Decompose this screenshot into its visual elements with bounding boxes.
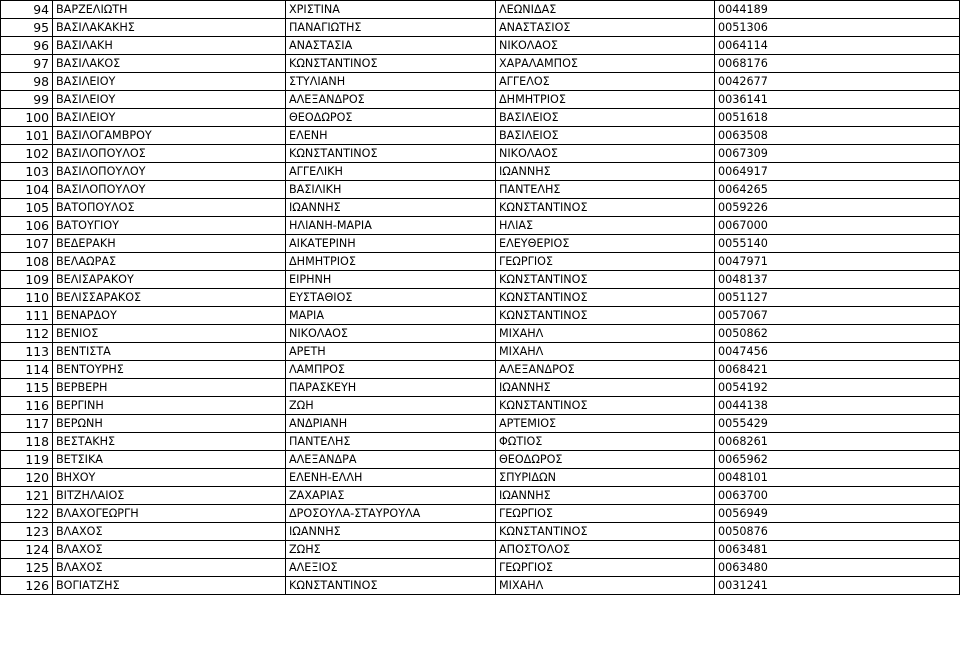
table-row — [1, 577, 960, 595]
father-name-cell: ΕΛΕΥΘΕΡΙΟΣ — [496, 235, 715, 253]
row-number-cell: 96 — [1, 37, 53, 55]
code-cell: 0031241 — [715, 577, 960, 595]
table-row — [1, 163, 960, 181]
father-name-cell: ΣΠΥΡΙΔΩΝ — [496, 469, 715, 487]
first-name-cell: ΖΩΗΣ — [286, 541, 496, 559]
father-name-cell: ΜΙΧΑΗΛ — [496, 577, 715, 595]
surname-cell: ΒΕΝΙΟΣ — [53, 325, 286, 343]
surname-cell: ΒΑΣΙΛΟΓΑΜΒΡΟΥ — [53, 127, 286, 145]
father-name-cell: ΚΩΝΣΤΑΝΤΙΝΟΣ — [496, 397, 715, 415]
first-name-cell: ΕΙΡΗΝΗ — [286, 271, 496, 289]
code-cell: 0064265 — [715, 181, 960, 199]
code-cell: 0063508 — [715, 127, 960, 145]
code-cell: 0044189 — [715, 1, 960, 19]
row-number-cell: 99 — [1, 91, 53, 109]
code-cell: 0055140 — [715, 235, 960, 253]
father-name-cell: ΜΙΧΑΗΛ — [496, 343, 715, 361]
surname-cell: ΒΕΣΤΑΚΗΣ — [53, 433, 286, 451]
father-name-cell: ΜΙΧΑΗΛ — [496, 325, 715, 343]
father-name-cell: ΑΡΤΕΜΙΟΣ — [496, 415, 715, 433]
father-name-cell: ΙΩΑΝΝΗΣ — [496, 487, 715, 505]
code-cell: 0063480 — [715, 559, 960, 577]
first-name-cell: ΑΝΑΣΤΑΣΙΑ — [286, 37, 496, 55]
row-number-cell: 97 — [1, 55, 53, 73]
code-cell: 0051306 — [715, 19, 960, 37]
code-cell: 0044138 — [715, 397, 960, 415]
surname-cell: ΒΕΛΑΩΡΑΣ — [53, 253, 286, 271]
table-row — [1, 559, 960, 577]
surname-cell: ΒΑΣΙΛΑΚΟΣ — [53, 55, 286, 73]
row-number-cell: 108 — [1, 253, 53, 271]
code-cell: 0068421 — [715, 361, 960, 379]
code-cell: 0056949 — [715, 505, 960, 523]
code-cell: 0064114 — [715, 37, 960, 55]
first-name-cell: ΑΝΔΡΙΑΝΗ — [286, 415, 496, 433]
father-name-cell: ΚΩΝΣΤΑΝΤΙΝΟΣ — [496, 307, 715, 325]
row-number-cell: 124 — [1, 541, 53, 559]
table-row — [1, 541, 960, 559]
first-name-cell: ΖΩΗ — [286, 397, 496, 415]
surname-cell: ΒΑΣΙΛΟΠΟΥΛΟΥ — [53, 181, 286, 199]
father-name-cell: ΝΙΚΟΛΑΟΣ — [496, 37, 715, 55]
row-number-cell: 94 — [1, 1, 53, 19]
first-name-cell: ΠΑΝΤΕΛΗΣ — [286, 433, 496, 451]
row-number-cell: 126 — [1, 577, 53, 595]
father-name-cell: ΒΑΣΙΛΕΙΟΣ — [496, 109, 715, 127]
surname-cell: ΒΕΛΙΣΣΑΡΑΚΟΣ — [53, 289, 286, 307]
first-name-cell: ΑΡΕΤΗ — [286, 343, 496, 361]
first-name-cell: ΖΑΧΑΡΙΑΣ — [286, 487, 496, 505]
father-name-cell: ΓΕΩΡΓΙΟΣ — [496, 559, 715, 577]
code-cell: 0036141 — [715, 91, 960, 109]
father-name-cell: ΓΕΩΡΓΙΟΣ — [496, 505, 715, 523]
surname-cell: ΒΙΤΖΗΛΑΙΟΣ — [53, 487, 286, 505]
father-name-cell: ΦΩΤΙΟΣ — [496, 433, 715, 451]
row-number-cell: 103 — [1, 163, 53, 181]
row-number-cell: 110 — [1, 289, 53, 307]
table-row — [1, 199, 960, 217]
row-number-cell: 98 — [1, 73, 53, 91]
surname-cell: ΒΕΤΣΙΚΑ — [53, 451, 286, 469]
table-row — [1, 253, 960, 271]
code-cell: 0065962 — [715, 451, 960, 469]
father-name-cell: ΒΑΣΙΛΕΙΟΣ — [496, 127, 715, 145]
surname-cell: ΒΛΑΧΟΣ — [53, 523, 286, 541]
surname-cell: ΒΕΝΑΡΔΟΥ — [53, 307, 286, 325]
surname-cell: ΒΗΧΟΥ — [53, 469, 286, 487]
table-row — [1, 73, 960, 91]
father-name-cell: ΑΛΕΞΑΝΔΡΟΣ — [496, 361, 715, 379]
surname-cell: ΒΟΓΙΑΤΖΗΣ — [53, 577, 286, 595]
surname-cell: ΒΕΔΕΡΑΚΗ — [53, 235, 286, 253]
table-row — [1, 55, 960, 73]
first-name-cell: ΔΡΟΣΟΥΛΑ-ΣΤΑΥΡΟΥΛΑ — [286, 505, 496, 523]
row-number-cell: 117 — [1, 415, 53, 433]
first-name-cell: ΑΛΕΞΑΝΔΡΑ — [286, 451, 496, 469]
table-row — [1, 361, 960, 379]
table-row — [1, 379, 960, 397]
surname-cell: ΒΛΑΧΟΓΕΩΡΓΗ — [53, 505, 286, 523]
row-number-cell: 119 — [1, 451, 53, 469]
row-number-cell: 107 — [1, 235, 53, 253]
first-name-cell: ΙΩΑΝΝΗΣ — [286, 523, 496, 541]
row-number-cell: 109 — [1, 271, 53, 289]
table-row — [1, 523, 960, 541]
code-cell: 0047456 — [715, 343, 960, 361]
surname-cell: ΒΕΝΤΟΥΡΗΣ — [53, 361, 286, 379]
row-number-cell: 104 — [1, 181, 53, 199]
row-number-cell: 112 — [1, 325, 53, 343]
code-cell: 0064917 — [715, 163, 960, 181]
code-cell: 0059226 — [715, 199, 960, 217]
code-cell: 0068261 — [715, 433, 960, 451]
father-name-cell: ΑΠΟΣΤΟΛΟΣ — [496, 541, 715, 559]
row-number-cell: 115 — [1, 379, 53, 397]
code-cell: 0067000 — [715, 217, 960, 235]
surname-cell: ΒΕΡΩΝΗ — [53, 415, 286, 433]
code-cell: 0057067 — [715, 307, 960, 325]
first-name-cell: ΧΡΙΣΤΙΝΑ — [286, 1, 496, 19]
code-cell: 0050876 — [715, 523, 960, 541]
first-name-cell: ΠΑΡΑΣΚΕΥΗ — [286, 379, 496, 397]
table-row — [1, 109, 960, 127]
first-name-cell: ΘΕΟΔΩΡΟΣ — [286, 109, 496, 127]
code-cell: 0068176 — [715, 55, 960, 73]
surname-cell: ΒΑΤΟΥΓΙΟΥ — [53, 217, 286, 235]
table-row — [1, 235, 960, 253]
surname-cell: ΒΛΑΧΟΣ — [53, 559, 286, 577]
surname-cell: ΒΑΣΙΛΑΚΗ — [53, 37, 286, 55]
row-number-cell: 116 — [1, 397, 53, 415]
father-name-cell: ΚΩΝΣΤΑΝΤΙΝΟΣ — [496, 289, 715, 307]
code-cell: 0054192 — [715, 379, 960, 397]
father-name-cell: ΠΑΝΤΕΛΗΣ — [496, 181, 715, 199]
surname-cell: ΒΑΤΟΠΟΥΛΟΣ — [53, 199, 286, 217]
first-name-cell: ΗΛΙΑΝΗ-ΜΑΡΙΑ — [286, 217, 496, 235]
table-row — [1, 469, 960, 487]
father-name-cell: ΙΩΑΝΝΗΣ — [496, 163, 715, 181]
first-name-cell: ΕΥΣΤΑΘΙΟΣ — [286, 289, 496, 307]
row-number-cell: 106 — [1, 217, 53, 235]
surname-cell: ΒΑΣΙΛΑΚΑΚΗΣ — [53, 19, 286, 37]
row-number-cell: 111 — [1, 307, 53, 325]
first-name-cell: ΚΩΝΣΤΑΝΤΙΝΟΣ — [286, 145, 496, 163]
table-row — [1, 289, 960, 307]
code-cell: 0042677 — [715, 73, 960, 91]
father-name-cell: ΚΩΝΣΤΑΝΤΙΝΟΣ — [496, 271, 715, 289]
first-name-cell: ΠΑΝΑΓΙΩΤΗΣ — [286, 19, 496, 37]
table-row — [1, 1, 960, 19]
code-cell: 0051127 — [715, 289, 960, 307]
table-row — [1, 451, 960, 469]
surname-cell: ΒΑΣΙΛΕΙΟΥ — [53, 73, 286, 91]
first-name-cell: ΑΛΕΞΙΟΣ — [286, 559, 496, 577]
table-row — [1, 37, 960, 55]
table-row — [1, 217, 960, 235]
surname-cell: ΒΑΡΖΕΛΙΩΤΗ — [53, 1, 286, 19]
code-cell: 0051618 — [715, 109, 960, 127]
row-number-cell: 125 — [1, 559, 53, 577]
first-name-cell: ΣΤΥΛΙΑΝΗ — [286, 73, 496, 91]
father-name-cell: ΔΗΜΗΤΡΙΟΣ — [496, 91, 715, 109]
surname-cell: ΒΕΝΤΙΣΤΑ — [53, 343, 286, 361]
row-number-cell: 114 — [1, 361, 53, 379]
father-name-cell: ΑΝΑΣΤΑΣΙΟΣ — [496, 19, 715, 37]
father-name-cell: ΚΩΝΣΤΑΝΤΙΝΟΣ — [496, 523, 715, 541]
table-row — [1, 307, 960, 325]
surname-cell: ΒΑΣΙΛΕΙΟΥ — [53, 109, 286, 127]
code-cell: 0048101 — [715, 469, 960, 487]
records-table-body — [1, 1, 960, 595]
first-name-cell: ΕΛΕΝΗ — [286, 127, 496, 145]
first-name-cell: ΑΙΚΑΤΕΡΙΝΗ — [286, 235, 496, 253]
row-number-cell: 113 — [1, 343, 53, 361]
surname-cell: ΒΕΡΒΕΡΗ — [53, 379, 286, 397]
first-name-cell: ΙΩΑΝΝΗΣ — [286, 199, 496, 217]
first-name-cell: ΚΩΝΣΤΑΝΤΙΝΟΣ — [286, 577, 496, 595]
table-row — [1, 181, 960, 199]
first-name-cell: ΕΛΕΝΗ-ΕΛΛΗ — [286, 469, 496, 487]
father-name-cell: ΗΛΙΑΣ — [496, 217, 715, 235]
surname-cell: ΒΕΡΓΙΝΗ — [53, 397, 286, 415]
row-number-cell: 122 — [1, 505, 53, 523]
table-row — [1, 127, 960, 145]
row-number-cell: 105 — [1, 199, 53, 217]
first-name-cell: ΛΑΜΠΡΟΣ — [286, 361, 496, 379]
first-name-cell: ΚΩΝΣΤΑΝΤΙΝΟΣ — [286, 55, 496, 73]
row-number-cell: 120 — [1, 469, 53, 487]
row-number-cell: 102 — [1, 145, 53, 163]
first-name-cell: ΑΓΓΕΛΙΚΗ — [286, 163, 496, 181]
table-row — [1, 487, 960, 505]
table-row — [1, 415, 960, 433]
table-row — [1, 145, 960, 163]
father-name-cell: ΓΕΩΡΓΙΟΣ — [496, 253, 715, 271]
father-name-cell: ΘΕΟΔΩΡΟΣ — [496, 451, 715, 469]
row-number-cell: 123 — [1, 523, 53, 541]
surname-cell: ΒΑΣΙΛΟΠΟΥΛΟΣ — [53, 145, 286, 163]
father-name-cell: ΑΓΓΕΛΟΣ — [496, 73, 715, 91]
table-row — [1, 325, 960, 343]
row-number-cell: 121 — [1, 487, 53, 505]
father-name-cell: ΧΑΡΑΛΑΜΠΟΣ — [496, 55, 715, 73]
surname-cell: ΒΕΛΙΣΑΡΑΚΟΥ — [53, 271, 286, 289]
row-number-cell: 95 — [1, 19, 53, 37]
table-row — [1, 271, 960, 289]
father-name-cell: ΝΙΚΟΛΑΟΣ — [496, 145, 715, 163]
surname-cell: ΒΑΣΙΛΟΠΟΥΛΟΥ — [53, 163, 286, 181]
first-name-cell: ΝΙΚΟΛΑΟΣ — [286, 325, 496, 343]
table-row — [1, 91, 960, 109]
first-name-cell: ΜΑΡΙΑ — [286, 307, 496, 325]
code-cell: 0050862 — [715, 325, 960, 343]
first-name-cell: ΔΗΜΗΤΡΙΟΣ — [286, 253, 496, 271]
table-row — [1, 19, 960, 37]
row-number-cell: 100 — [1, 109, 53, 127]
first-name-cell: ΑΛΕΞΑΝΔΡΟΣ — [286, 91, 496, 109]
code-cell: 0048137 — [715, 271, 960, 289]
surname-cell: ΒΑΣΙΛΕΙΟΥ — [53, 91, 286, 109]
table-row — [1, 397, 960, 415]
row-number-cell: 101 — [1, 127, 53, 145]
table-row — [1, 343, 960, 361]
code-cell: 0055429 — [715, 415, 960, 433]
table-row — [1, 505, 960, 523]
row-number-cell: 118 — [1, 433, 53, 451]
code-cell: 0063700 — [715, 487, 960, 505]
surname-cell: ΒΛΑΧΟΣ — [53, 541, 286, 559]
first-name-cell: ΒΑΣΙΛΙΚΗ — [286, 181, 496, 199]
father-name-cell: ΛΕΩΝΙΔΑΣ — [496, 1, 715, 19]
code-cell: 0047971 — [715, 253, 960, 271]
father-name-cell: ΚΩΝΣΤΑΝΤΙΝΟΣ — [496, 199, 715, 217]
code-cell: 0063481 — [715, 541, 960, 559]
code-cell: 0067309 — [715, 145, 960, 163]
father-name-cell: ΙΩΑΝΝΗΣ — [496, 379, 715, 397]
table-row — [1, 433, 960, 451]
